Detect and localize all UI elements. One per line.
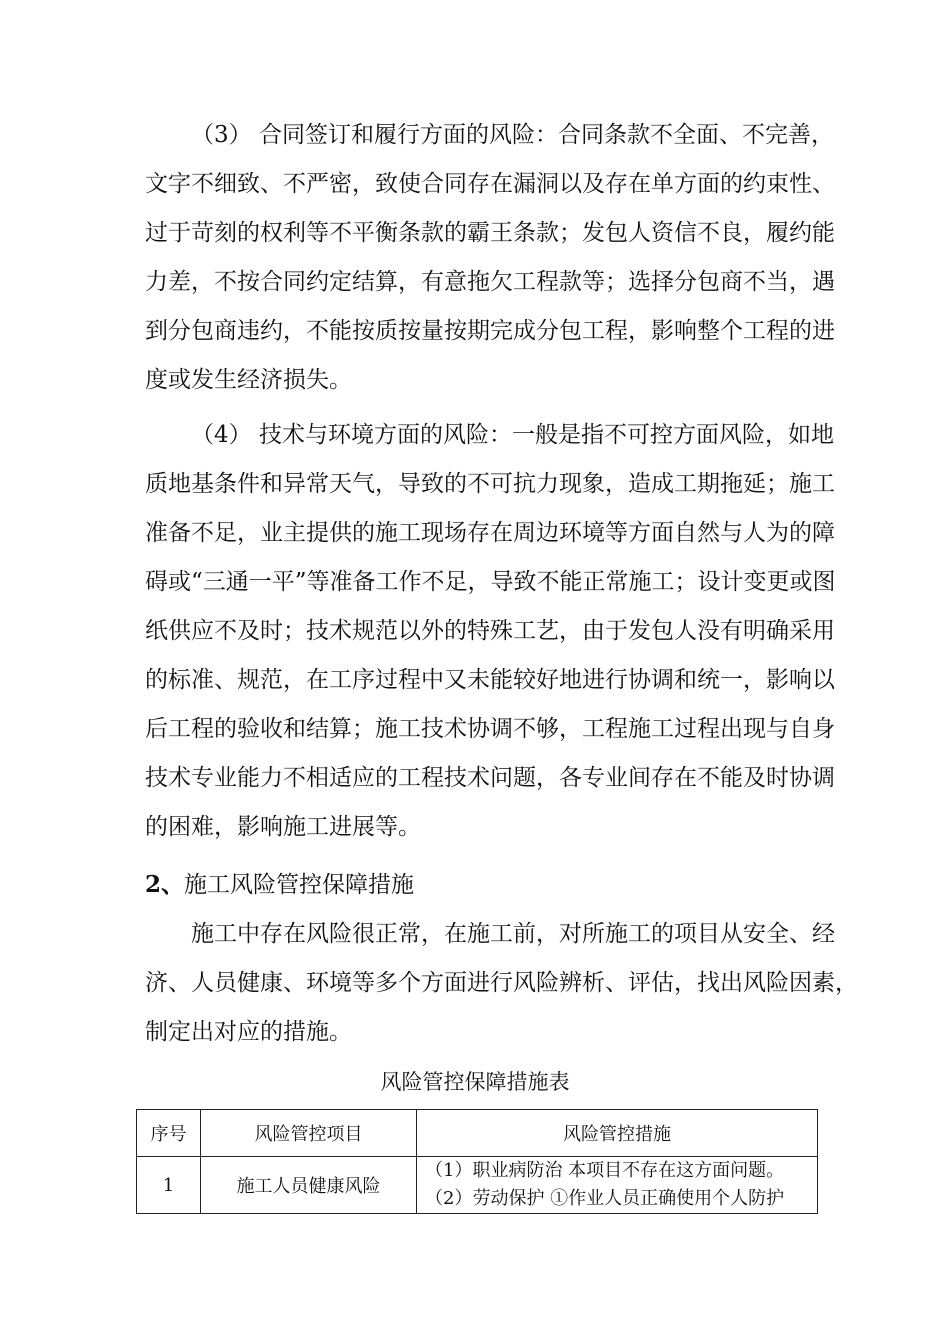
text-line: 的困难，影响施工进展等。 xyxy=(145,814,421,840)
text-line: 后工程的验收和结算；施工技术协调不够，工程施工过程出现与自身 xyxy=(145,716,835,742)
text-line: 度或发生经济损失。 xyxy=(145,367,352,393)
column-header-number: 序号 xyxy=(137,1110,201,1157)
text-line: （4） 技术与环境方面的风险：一般是指不可控方面风险，如地 xyxy=(191,422,834,448)
text-line: 的标准、规范，在工序过程中又未能较好地进行协调和统一，影响以 xyxy=(145,667,835,693)
column-header-measures: 风险管控措施 xyxy=(417,1110,818,1157)
text-line: 技术专业能力不相适应的工程技术问题，各专业间存在不能及时协调 xyxy=(145,765,835,791)
paragraph-contract-risk xyxy=(145,111,835,405)
text-line: 过于苛刻的权利等不平衡条款的霸王条款；发包人资信不良，履约能 xyxy=(145,220,835,246)
measure-line: （1）职业病防治 本项目不存在这方面问题。 xyxy=(425,1160,785,1181)
text-line: 质地基条件和异常天气，导致的不可抗力现象，造成工期拖延；施工 xyxy=(145,471,835,497)
text-line: 力差，不按合同约定结算，有意拖欠工程款等；选择分包商不当，遇 xyxy=(145,269,835,295)
section-number: 2、 xyxy=(145,871,185,898)
table-title: 风险管控保障措施表 xyxy=(380,1070,570,1094)
table-row xyxy=(137,1157,818,1214)
text-line: 碍或“三通一平”等准备工作不足，导致不能正常施工；设计变更或图 xyxy=(145,569,836,595)
text-line: 准备不足，业主提供的施工现场存在周边环境等方面自然与人为的障 xyxy=(145,520,835,546)
paragraph-technical-risk xyxy=(145,411,836,852)
section-heading xyxy=(145,860,414,910)
cell-item: 施工人员健康风险 xyxy=(201,1157,417,1214)
text-line: 济、人员健康、环境等多个方面进行风险辨析、评估，找出风险因素， xyxy=(145,970,858,996)
paragraph-intro xyxy=(145,910,858,1057)
table-header-row xyxy=(137,1110,818,1157)
text-line: 文字不细致、不严密，致使合同存在漏洞以及存在单方面的约束性、 xyxy=(145,171,835,197)
column-header-item: 风险管控项目 xyxy=(201,1110,417,1157)
cell-number: 1 xyxy=(137,1157,201,1214)
risk-control-table xyxy=(136,1109,818,1214)
section-title: 施工风险管控保障措施 xyxy=(184,872,415,898)
text-line: （3） 合同签订和履行方面的风险：合同条款不全面、不完善， xyxy=(191,122,834,148)
text-line: 施工中存在风险很正常，在施工前，对所施工的项目从安全、经 xyxy=(191,921,835,947)
text-line: 制定出对应的措施。 xyxy=(145,1019,352,1045)
text-line: 纸供应不及时；技术规范以外的特殊工艺，由于发包人没有明确采用 xyxy=(145,618,835,644)
cell-measures xyxy=(417,1157,818,1214)
measure-line: （2）劳动保护 ①作业人员正确使用个人防护 xyxy=(425,1188,785,1209)
text-line: 到分包商违约，不能按质按量按期完成分包工程，影响整个工程的进 xyxy=(145,318,835,344)
